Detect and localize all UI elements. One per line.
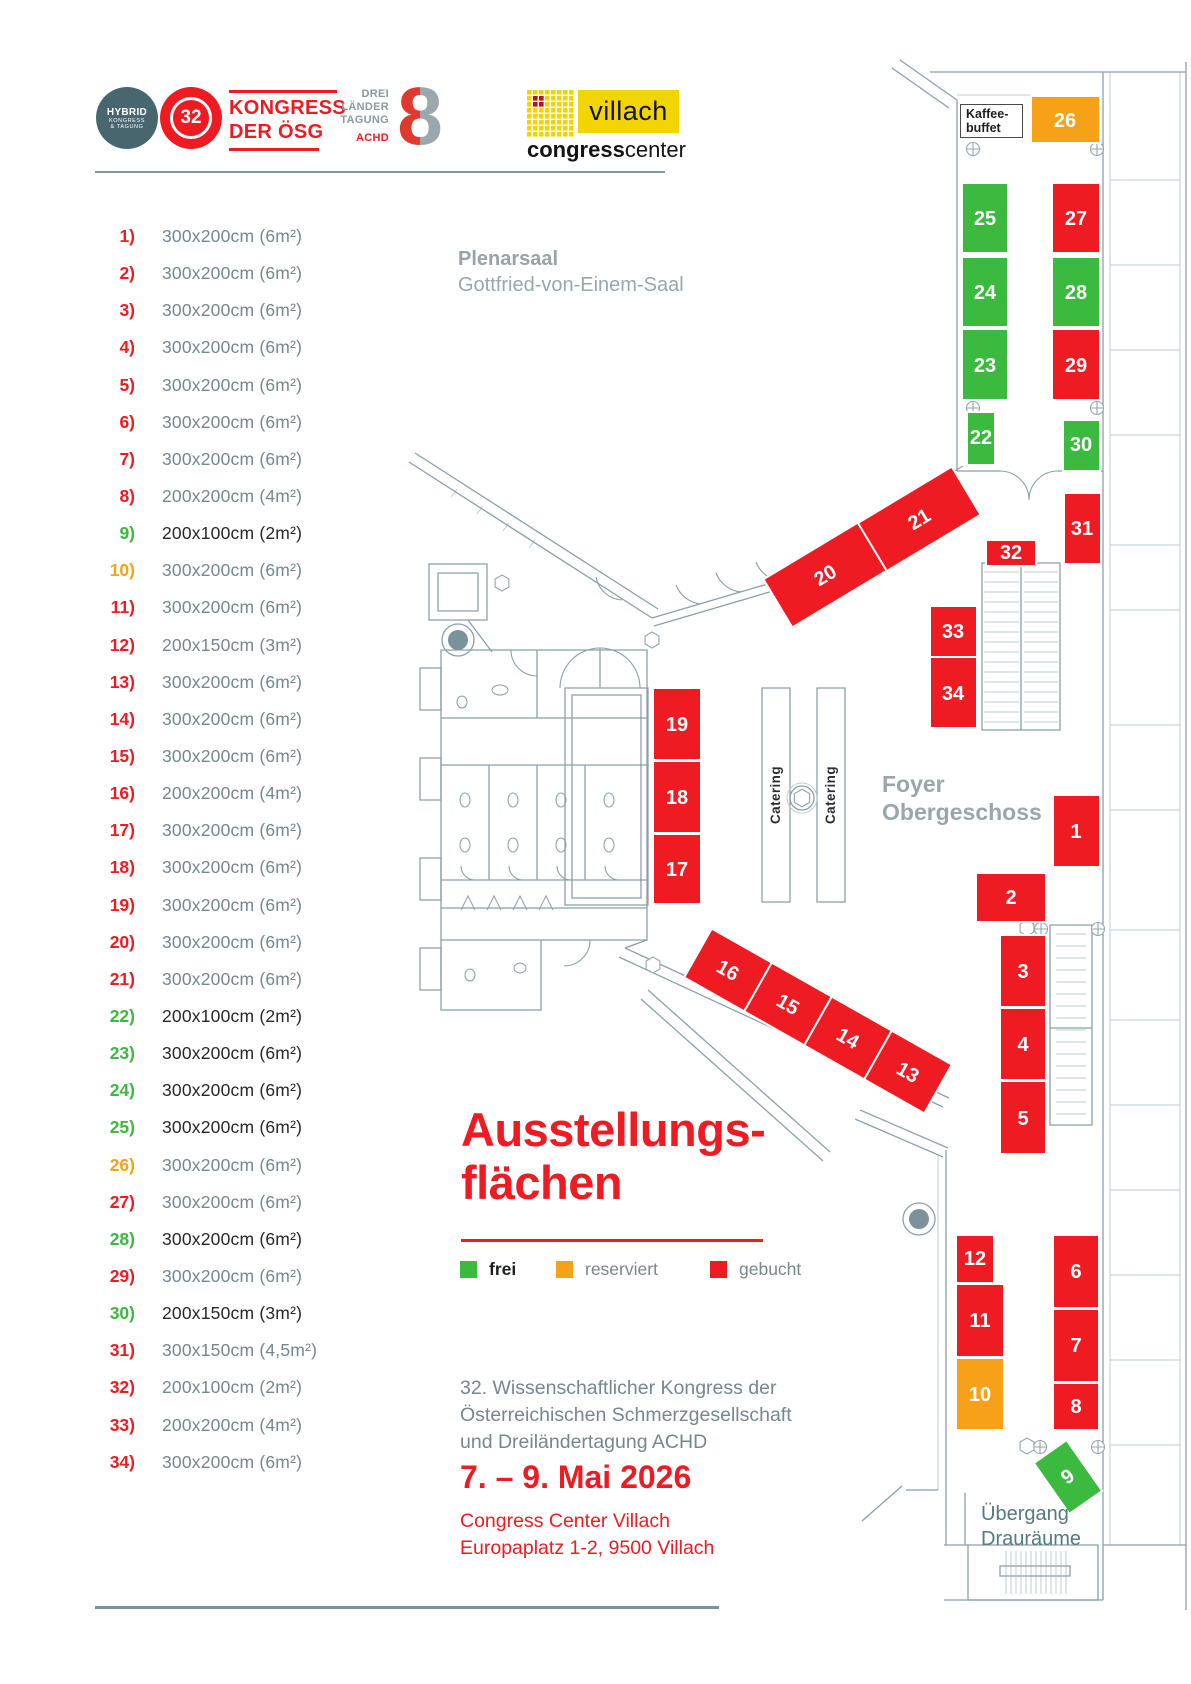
list-item-size: 200x150cm (3m²) — [162, 1303, 303, 1324]
list-item-size: 300x200cm (6m²) — [162, 337, 303, 358]
list-item-number: 20) — [109, 931, 135, 952]
legend-label-reserviert: reserviert — [585, 1259, 658, 1279]
list-item-size: 300x200cm (6m²) — [162, 1228, 303, 1249]
list-item — [95, 261, 317, 298]
list-item-size: 300x200cm (6m²) — [162, 820, 303, 841]
list-item-number: 18) — [109, 857, 135, 878]
svg-text:29: 29 — [1064, 355, 1088, 377]
list-item-number: 3) — [119, 300, 135, 321]
list-item-number: 17) — [109, 820, 135, 841]
booth-30 — [1063, 420, 1100, 471]
booth-24 — [962, 257, 1008, 327]
congresscenter-label — [527, 137, 686, 163]
list-item — [95, 1078, 317, 1115]
legend-swatch-frei — [460, 1261, 477, 1278]
list-item-number: 22) — [109, 1005, 135, 1026]
legend-label-gebucht: gebucht — [739, 1259, 802, 1279]
list-item — [95, 744, 317, 781]
list-item — [95, 373, 317, 410]
list-item — [95, 1301, 317, 1338]
list-item-size: 200x150cm (3m²) — [162, 634, 303, 655]
list-item-size: 300x200cm (6m²) — [162, 931, 303, 952]
list-item-number: 31) — [109, 1340, 135, 1361]
list-item-size: 300x200cm (6m²) — [162, 1080, 303, 1101]
list-item — [95, 1264, 317, 1301]
hybrid-badge-line1: HYBRID — [106, 106, 148, 118]
booth-1 — [1053, 795, 1100, 867]
list-item-number: 33) — [109, 1414, 135, 1435]
header-divider — [95, 171, 665, 173]
list-item — [95, 224, 317, 261]
achd-eight-figure — [392, 71, 448, 162]
achd-line1: DREI — [361, 88, 389, 100]
booth-25 — [962, 183, 1008, 253]
list-item-size: 300x200cm (6m²) — [162, 708, 303, 729]
svg-text:22: 22 — [969, 427, 993, 449]
booth-8 — [1053, 1383, 1099, 1430]
catering-label-left: Catering — [768, 766, 783, 824]
list-item-size: 200x100cm (2m²) — [162, 523, 303, 544]
svg-text:25: 25 — [973, 208, 997, 230]
list-item-size: 300x200cm (6m²) — [162, 1451, 303, 1472]
achd-logo — [335, 88, 389, 145]
foyer-line2: Obergeschoss — [882, 799, 1042, 825]
list-item-number: 13) — [109, 671, 135, 692]
list-item-number: 11) — [110, 597, 135, 618]
booth-27 — [1052, 183, 1100, 253]
list-item — [95, 855, 317, 892]
title-underline — [461, 1239, 763, 1242]
list-item — [95, 930, 317, 967]
list-item-number: 2) — [119, 263, 135, 284]
list-item-size: 300x200cm (6m²) — [162, 1117, 303, 1138]
svg-text:34: 34 — [941, 683, 965, 705]
list-item-size: 300x200cm (6m²) — [162, 597, 303, 618]
list-item — [95, 335, 317, 372]
list-item-number: 5) — [119, 374, 135, 395]
list-item-number: 19) — [109, 894, 135, 915]
svg-text:33: 33 — [941, 621, 965, 643]
kongress-32-badge — [160, 87, 222, 149]
list-item-number: 23) — [109, 1043, 135, 1064]
list-item-size: 300x200cm (6m²) — [162, 894, 303, 915]
list-item-size: 200x100cm (2m²) — [162, 1005, 303, 1026]
booth-28 — [1052, 257, 1100, 327]
list-item-size: 300x200cm (6m²) — [162, 263, 303, 284]
foyer-line1: Foyer — [882, 771, 945, 797]
plenarsaal-title: Plenarsaal — [458, 248, 559, 270]
list-item — [95, 707, 317, 744]
list-item — [95, 298, 317, 335]
booth-12 — [956, 1235, 994, 1283]
svg-text:19: 19 — [665, 714, 689, 736]
list-item-number: 25) — [109, 1117, 135, 1138]
kongress-number: 32 — [180, 107, 202, 128]
list-item — [95, 1338, 317, 1375]
booth-18 — [653, 761, 701, 833]
plenarsaal-subtitle: Gottfried-von-Einem-Saal — [458, 274, 684, 296]
list-item-number: 34) — [109, 1451, 135, 1472]
booth-4 — [1000, 1008, 1046, 1080]
congresscenter-bold: congress — [527, 137, 625, 162]
list-item-size: 200x100cm (2m²) — [162, 1377, 303, 1398]
list-item-size: 300x200cm (6m²) — [162, 1154, 303, 1175]
congress-line3: und Dreiländertagung ACHD — [460, 1431, 708, 1453]
booth-3 — [1000, 935, 1046, 1007]
booth-33 — [930, 606, 977, 657]
uebergang-line2: Drauräume — [981, 1528, 1082, 1550]
list-item-size: 300x200cm (6m²) — [162, 968, 303, 989]
svg-text:20: 20 — [810, 560, 841, 592]
legend-label-frei: frei — [489, 1259, 517, 1279]
list-item — [95, 633, 317, 670]
list-item — [95, 1004, 317, 1041]
list-item — [95, 781, 317, 818]
list-item — [95, 893, 317, 930]
svg-text:4: 4 — [1017, 1034, 1029, 1056]
booth-22 — [967, 412, 995, 465]
oesg-logo-title — [229, 96, 346, 144]
congress-date: 7. – 9. Mai 2026 — [460, 1459, 692, 1495]
svg-text:30: 30 — [1069, 434, 1093, 456]
kongress-32-ring — [170, 97, 212, 139]
list-item-number: 30) — [109, 1303, 135, 1324]
list-item-number: 12) — [109, 634, 135, 655]
svg-text:23: 23 — [973, 355, 997, 377]
list-item — [95, 1190, 317, 1227]
booth-17 — [653, 834, 701, 904]
booth-32 — [986, 540, 1036, 566]
list-item-number: 7) — [119, 448, 135, 469]
booth-2 — [976, 873, 1046, 922]
list-item-size: 300x200cm (6m²) — [162, 411, 303, 432]
achd-line4: ACHD — [356, 132, 389, 144]
achd-line2: LÄNDER — [341, 101, 389, 113]
hybrid-badge-line3: & TAGUNG — [110, 123, 144, 130]
list-item-number: 26) — [109, 1154, 135, 1175]
congresscenter-light: center — [624, 137, 686, 162]
svg-text:15: 15 — [772, 989, 803, 1020]
oesg-rule-bottom — [229, 148, 319, 151]
svg-text:26: 26 — [1053, 110, 1077, 132]
svg-text:14: 14 — [832, 1023, 863, 1054]
list-item-size: 300x150cm (4,5m²) — [162, 1340, 318, 1361]
svg-text:8: 8 — [397, 71, 443, 162]
list-item — [95, 1227, 317, 1264]
list-item-number: 15) — [109, 745, 135, 766]
plenarsaal-label — [458, 246, 684, 298]
catering-label-right: Catering — [823, 766, 838, 824]
list-item-size: 200x200cm (4m²) — [162, 1414, 303, 1435]
legend-swatch-gebucht — [710, 1261, 727, 1278]
congress-line1: 32. Wissenschaftlicher Kongress der — [460, 1377, 777, 1399]
svg-text:27: 27 — [1064, 208, 1088, 230]
svg-text:32: 32 — [999, 542, 1023, 564]
list-item-size: 300x200cm (6m²) — [162, 1191, 303, 1212]
page-title-line1: Ausstellungs- — [461, 1103, 766, 1156]
booth-26 — [1031, 96, 1100, 143]
svg-text:2: 2 — [1005, 887, 1017, 909]
list-item-number: 32) — [109, 1377, 135, 1398]
list-item-size: 300x200cm (6m²) — [162, 857, 303, 878]
list-item-size: 300x200cm (6m²) — [162, 300, 303, 321]
list-item-size: 200x200cm (4m²) — [162, 783, 303, 804]
booth-19 — [653, 688, 701, 760]
svg-text:10: 10 — [968, 1384, 992, 1406]
booth-23 — [962, 329, 1008, 400]
list-item-number: 4) — [119, 337, 135, 358]
list-item — [95, 1041, 317, 1078]
list-item — [95, 1115, 317, 1152]
list-item — [95, 558, 317, 595]
venue-name: Congress Center Villach — [460, 1510, 670, 1532]
svg-text:9: 9 — [1057, 1464, 1079, 1490]
svg-text:1: 1 — [1070, 821, 1082, 843]
achd-line3: TAGUNG — [340, 114, 389, 126]
list-item-size: 300x200cm (6m²) — [162, 671, 303, 692]
list-item — [95, 1153, 317, 1190]
page-title — [461, 1103, 765, 1209]
booth-7 — [1053, 1309, 1099, 1382]
list-item-size: 300x200cm (6m²) — [162, 374, 303, 395]
kaffeebuffet-line2: buffet — [966, 121, 1001, 135]
list-item-number: 14) — [109, 708, 135, 729]
booth-34 — [930, 657, 977, 728]
list-item — [95, 595, 317, 632]
list-item-number: 1) — [119, 226, 135, 246]
plan-fixtures — [457, 685, 614, 981]
congress-line2: Österreichischen Schmerzgesellschaft — [460, 1404, 792, 1426]
list-item-number: 8) — [119, 485, 135, 506]
svg-text:21: 21 — [904, 504, 935, 536]
svg-text:28: 28 — [1064, 282, 1088, 304]
legend-item-gebucht — [710, 1259, 801, 1280]
list-item — [95, 818, 317, 855]
list-item-number: 16) — [109, 783, 135, 804]
list-item — [95, 670, 317, 707]
kaffeebuffet-label — [960, 104, 1023, 138]
list-item — [95, 447, 317, 484]
page-title-line2: flächen — [461, 1156, 623, 1209]
oesg-rule-top — [229, 90, 337, 93]
list-item-size: 300x200cm (6m²) — [162, 1043, 303, 1064]
booth-5 — [1000, 1081, 1046, 1154]
svg-text:12: 12 — [963, 1248, 987, 1270]
foyer-label — [882, 770, 1042, 826]
congress-description — [460, 1375, 792, 1456]
booth-6 — [1053, 1235, 1099, 1308]
svg-text:3: 3 — [1017, 961, 1029, 983]
venue-street: Europaplatz 1-2, 9500 Villach — [460, 1537, 715, 1559]
hybrid-badge-line2: KONGRESS — [109, 117, 145, 124]
list-item — [95, 967, 317, 1004]
list-item-size: 200x200cm (4m²) — [162, 485, 303, 506]
hybrid-badge — [96, 87, 158, 149]
svg-text:7: 7 — [1070, 1335, 1082, 1357]
svg-text:6: 6 — [1070, 1261, 1082, 1283]
oesg-line1: KONGRESS — [229, 97, 346, 119]
booth-31 — [1064, 493, 1101, 564]
svg-text:5: 5 — [1017, 1108, 1029, 1130]
list-item — [95, 1450, 317, 1487]
oesg-line2: DER ÖSG — [229, 121, 324, 143]
list-item — [95, 410, 317, 447]
svg-text:18: 18 — [665, 787, 689, 809]
svg-text:11: 11 — [969, 1310, 991, 1332]
legend-item-frei — [460, 1259, 516, 1280]
list-item-number: 27) — [109, 1191, 135, 1212]
uebergang-label — [981, 1502, 1081, 1552]
villach-dots-icon — [527, 90, 574, 137]
list-item — [95, 521, 317, 558]
legend-swatch-reserviert — [556, 1261, 573, 1278]
svg-text:31: 31 — [1070, 518, 1094, 540]
list-item-number: 29) — [109, 1265, 135, 1286]
list-item-number: 6) — [119, 411, 135, 432]
list-item-number: 9) — [119, 523, 135, 544]
villach-name: villach — [589, 96, 668, 126]
svg-text:16: 16 — [712, 955, 743, 986]
list-item-number: 10) — [109, 560, 135, 581]
svg-text:8: 8 — [1070, 1396, 1082, 1418]
list-item-number: 21) — [109, 968, 135, 989]
list-item-size: 300x200cm (6m²) — [162, 745, 303, 766]
list-item — [95, 484, 317, 521]
list-item-size: 300x200cm (6m²) — [162, 1265, 303, 1286]
booth-size-list — [95, 224, 317, 1487]
booth-29 — [1052, 329, 1100, 400]
list-item — [95, 1375, 317, 1412]
list-item-size: 300x200cm (6m²) — [162, 448, 303, 469]
booth-10 — [956, 1358, 1004, 1430]
svg-text:24: 24 — [973, 282, 997, 304]
svg-text:13: 13 — [892, 1057, 923, 1088]
list-item-size: 300x200cm (6m²) — [162, 226, 303, 246]
list-item-number: 28) — [109, 1228, 135, 1249]
villach-logo-box — [578, 90, 679, 133]
legend-item-reserviert — [556, 1259, 658, 1280]
booth-11 — [956, 1284, 1004, 1357]
svg-text:17: 17 — [665, 859, 689, 881]
list-item-number: 24) — [109, 1080, 135, 1101]
venue-address — [460, 1508, 714, 1562]
kaffeebuffet-line1: Kaffee- — [966, 107, 1009, 121]
footer-divider — [95, 1606, 719, 1609]
uebergang-line1: Übergang — [981, 1503, 1069, 1525]
list-item-size: 300x200cm (6m²) — [162, 560, 303, 581]
booth-20 — [763, 523, 886, 628]
list-item — [95, 1413, 317, 1450]
